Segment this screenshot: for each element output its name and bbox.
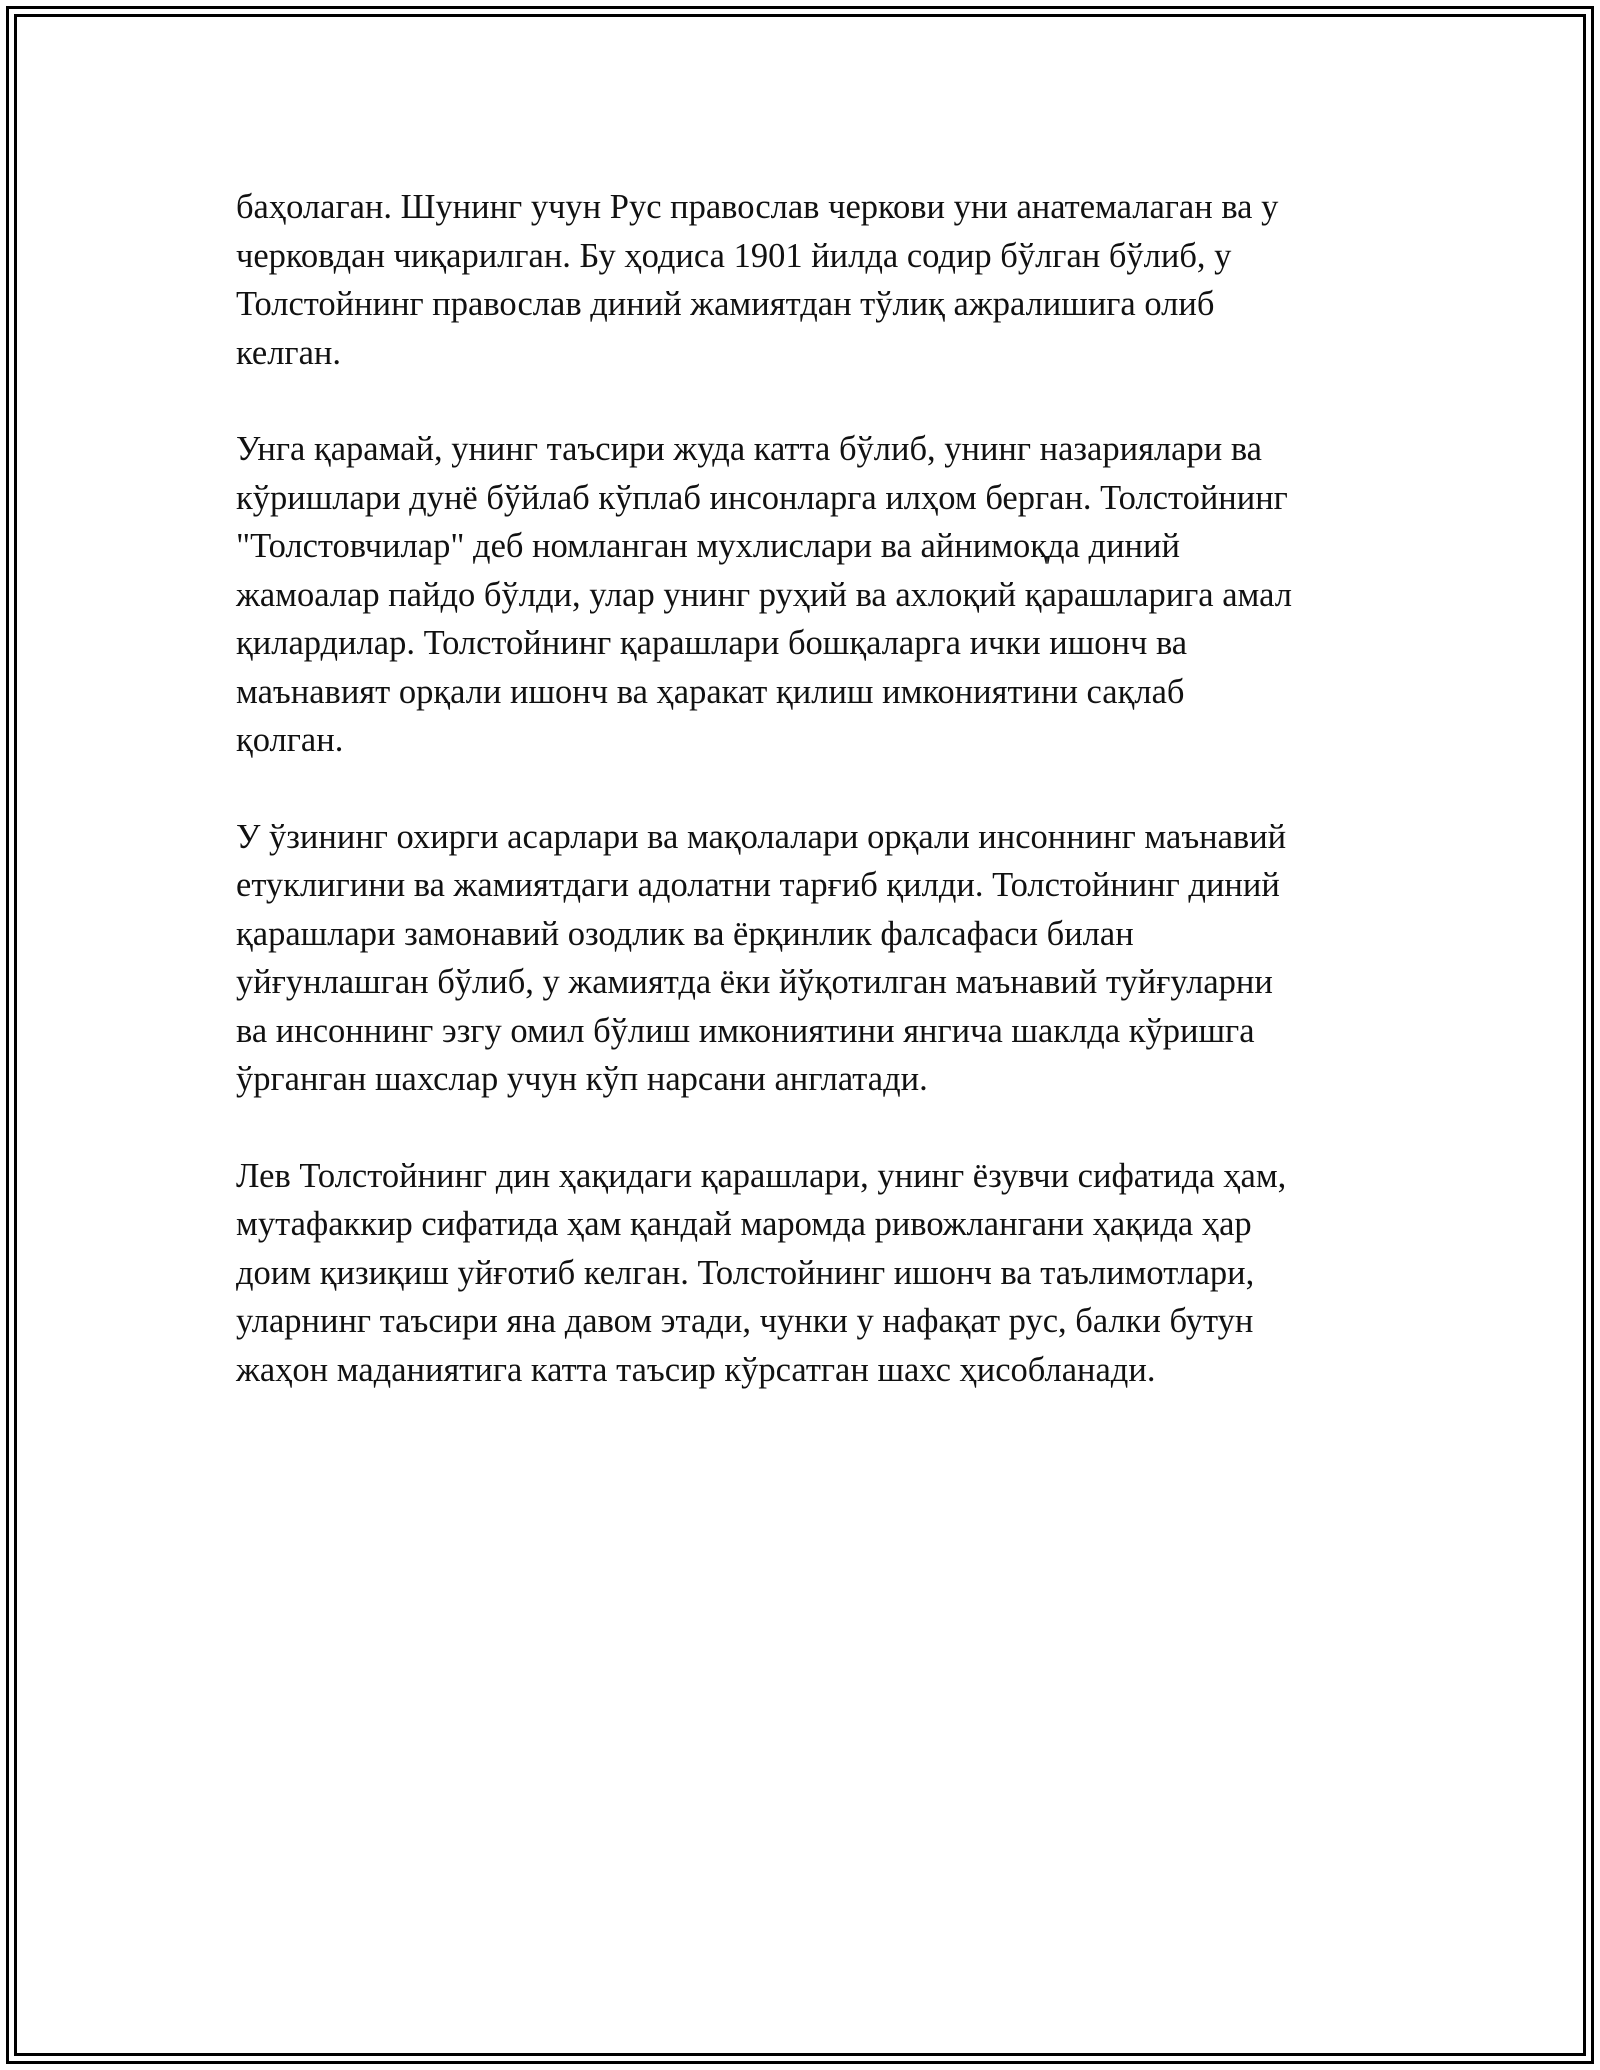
text-line: келган. (236, 333, 341, 372)
text-line: қолган. (236, 721, 344, 759)
text-line: У ўзининг охирги асарлари ва мақолалари орқали инсоннинг маънавий (236, 817, 1287, 856)
text-line: доим қизиқиш уйғотиб келган. Толстойнинг ишонч ва таълимотлари, (236, 1253, 1255, 1292)
text-line: мутафаккир сифатида ҳам қандай маромда ривожлангани ҳақида ҳар (236, 1205, 1252, 1243)
text-line: Лев Толстойнинг дин ҳақидаги қарашлари, унинг ёзувчи сифатида ҳам, (236, 1156, 1287, 1195)
text-line: қилардилар. Толстойнинг қарашлари бошқаларга ички ишонч ва (236, 624, 1188, 662)
paragraph-1 (236, 183, 1376, 377)
text-line: жаҳон маданиятига катта таъсир кўрсатган шахс ҳисобланади. (236, 1350, 1156, 1389)
text-line: Толстойнинг православ диний жамиятдан тўлиқ ажралишига олиб (236, 285, 1215, 323)
text-line: ўрганган шахслар учун кўп нарсани англатади. (236, 1060, 928, 1098)
text-line: қарашлари замонавий озодлик ва ёрқинлик фалсафаси билан (236, 914, 1134, 953)
text-line: Унга қарамай, унинг таъсири жуда катта бўлиб, унинг назариялари ва (236, 430, 1262, 468)
paragraph-4 (236, 1152, 1376, 1395)
text-line: етуклигини ва жамиятдаги адолатни тарғиб қилди. Толстойнинг диний (236, 866, 1280, 904)
text-line: маънавият орқали ишонч ва ҳаракат қилиш имкониятини сақлаб (236, 672, 1185, 711)
text-line: черковдан чиқарилган. Бу ҳодиса 1901 йилда содир бўлган бўлиб, у (236, 236, 1232, 275)
text-line: уйғунлашган бўлиб, у жамиятда ёки йўқотилган маънавий туйғуларни (236, 963, 1273, 1001)
text-line: жамоалар пайдо бўлди, улар унинг руҳий ва ахлоқий қарашларига амал (236, 575, 1292, 614)
text-line: "Толстовчилар" деб номланган мухлислари ва айнимоқда диний (236, 527, 1180, 565)
paragraph-2 (236, 425, 1376, 765)
text-line: баҳолаган. Шунинг учун Рус православ черкови уни анатемалаган ва у (236, 188, 1279, 226)
text-line: уларнинг таъсири яна давом этади, чунки у нафақат рус, балки бутун (236, 1302, 1254, 1340)
paragraph-3 (236, 813, 1376, 1104)
document-body (236, 183, 1376, 1442)
text-line: ва инсоннинг эзгу омил бўлиш имкониятини янгича шаклда кўришга (236, 1011, 1255, 1050)
text-line: кўришлари дунё бўйлаб кўплаб инсонларга илҳом берган. Толстойнинг (236, 478, 1288, 517)
